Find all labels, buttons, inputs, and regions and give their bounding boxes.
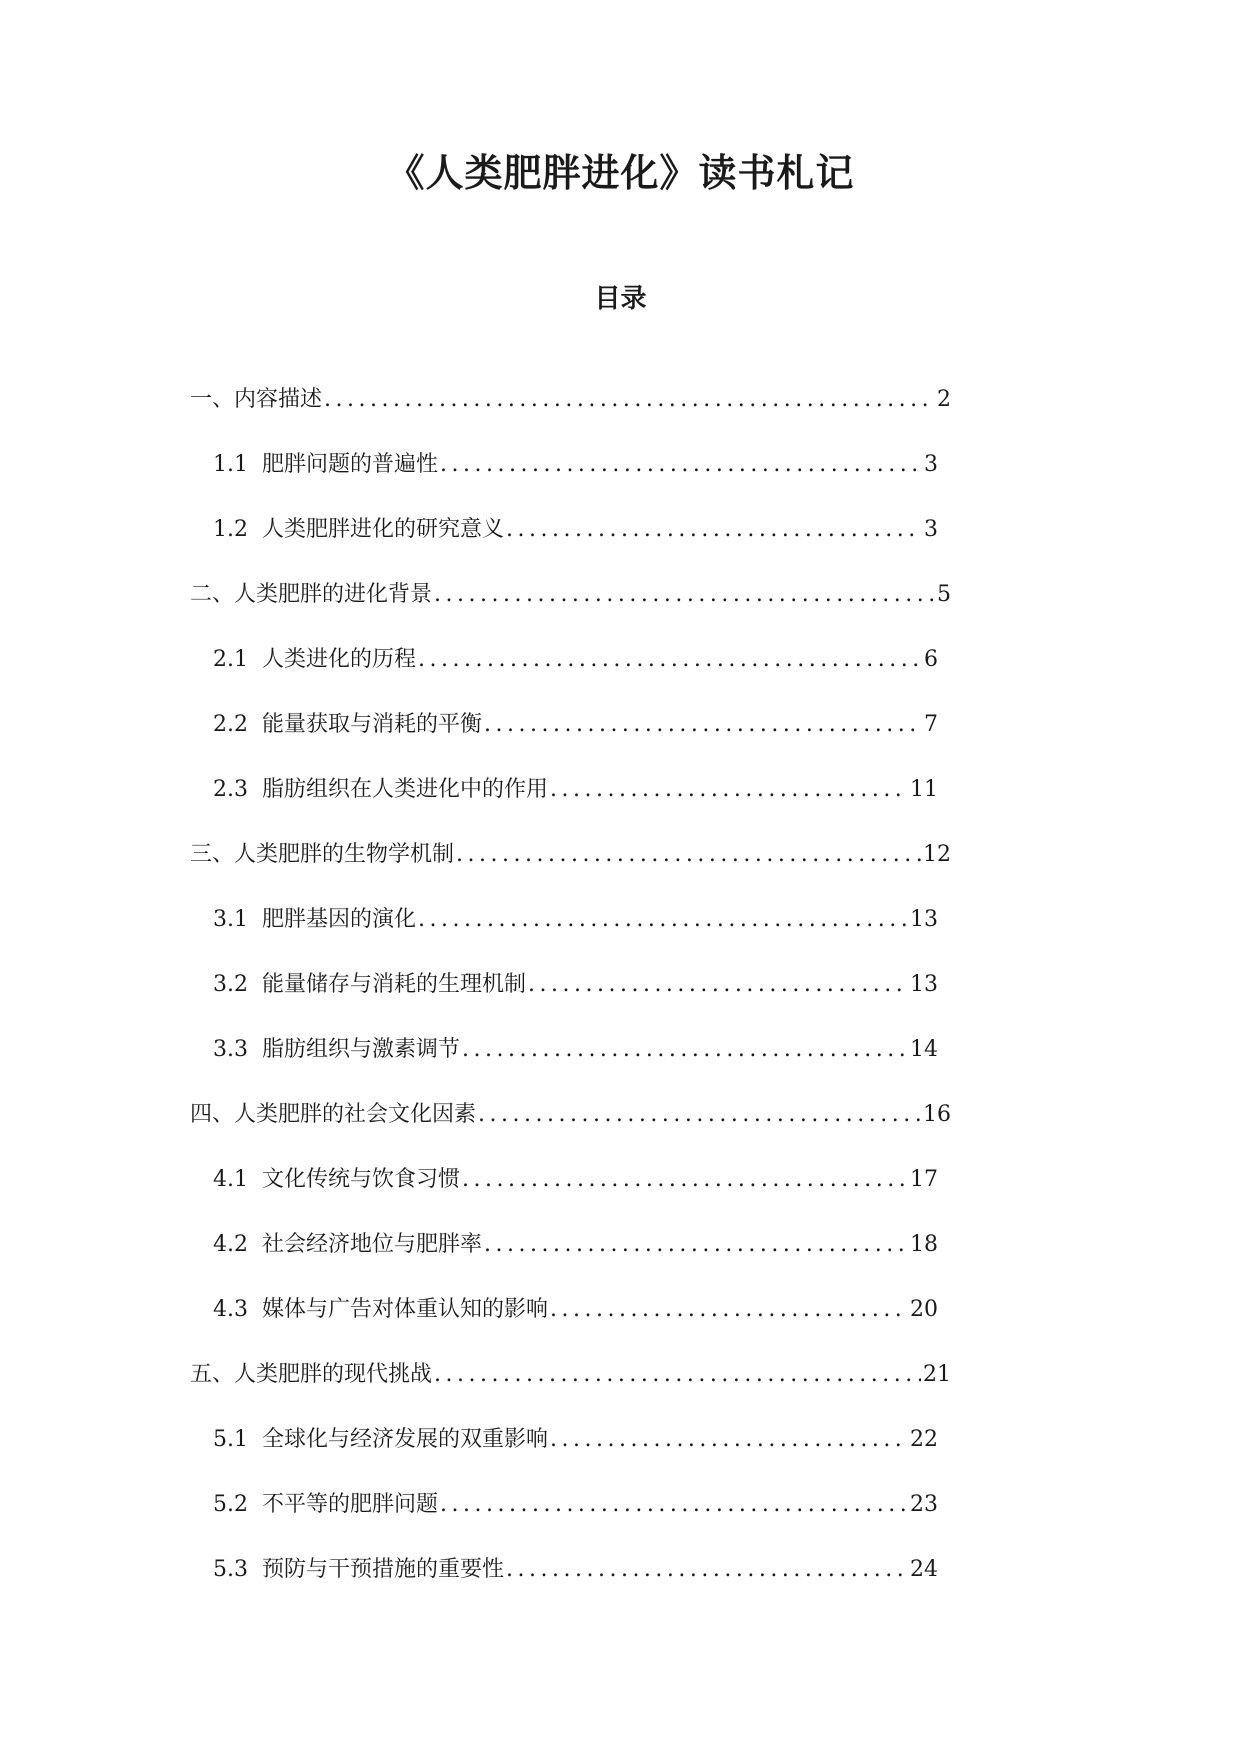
toc-dot-leader xyxy=(550,1295,908,1325)
toc-entry-page-number: 24 xyxy=(910,1557,938,1582)
toc-entry-page-number: 21 xyxy=(923,1362,951,1387)
toc-entry-number: 1.1 xyxy=(213,452,248,477)
toc-entry[interactable] xyxy=(0,1230,938,1295)
toc-entry-spacer xyxy=(248,1165,262,1195)
toc-dot-leader xyxy=(418,905,908,935)
toc-entry-title: 脂肪组织与激素调节 xyxy=(262,1037,461,1062)
toc-entry-page-number: 3 xyxy=(924,517,938,542)
toc-entry-number: 1.2 xyxy=(213,517,248,542)
toc-entry-spacer xyxy=(248,1555,262,1585)
toc-entry-title: 肥胖问题的普遍性 xyxy=(262,452,439,477)
toc-entry-number: 2.1 xyxy=(213,647,248,672)
toc-entry-number: 5.2 xyxy=(213,1492,248,1517)
toc-entry-number: 4.1 xyxy=(213,1167,248,1192)
toc-entry-title: 肥胖基因的演化 xyxy=(262,907,417,932)
toc-entry-title: 三、人类肥胖的生物学机制 xyxy=(190,842,455,867)
toc-entry[interactable] xyxy=(0,1100,951,1165)
toc-dot-leader xyxy=(418,645,922,675)
toc-entry-title: 不平等的肥胖问题 xyxy=(262,1492,439,1517)
toc-entry-title: 社会经济地位与肥胖率 xyxy=(262,1232,483,1257)
toc-entry-page-number: 13 xyxy=(910,972,938,997)
toc-entry[interactable] xyxy=(0,710,938,775)
toc-entry[interactable] xyxy=(0,1425,938,1490)
toc-entry-page-number: 22 xyxy=(910,1427,938,1452)
toc-entry-page-number: 23 xyxy=(910,1492,938,1517)
toc-entry-page-number: 18 xyxy=(910,1232,938,1257)
toc-entry[interactable] xyxy=(0,515,938,580)
toc-entry[interactable] xyxy=(0,1035,938,1100)
toc-entry[interactable] xyxy=(0,905,938,970)
toc-heading: 目录 xyxy=(594,284,647,314)
toc-entry-title: 一、内容描述 xyxy=(190,387,323,412)
toc-entry-spacer xyxy=(248,710,262,740)
toc-entry-number: 2.3 xyxy=(213,777,248,802)
toc-entry-number: 3.2 xyxy=(213,972,248,997)
toc-entry-number: 2.2 xyxy=(213,712,248,737)
toc-entry[interactable] xyxy=(0,1360,951,1425)
toc-entry-number: 4.2 xyxy=(213,1232,248,1257)
toc-entry-title: 四、人类肥胖的社会文化因素 xyxy=(190,1102,477,1127)
toc-entry[interactable] xyxy=(0,1555,938,1620)
toc-entry-spacer xyxy=(248,450,262,480)
document-title: 《人类肥胖进化》读书札记 xyxy=(386,150,855,195)
toc-entry-spacer xyxy=(248,1035,262,1065)
toc-entry[interactable] xyxy=(0,840,951,905)
toc-dot-leader xyxy=(478,1100,921,1130)
toc-dot-leader xyxy=(506,515,922,545)
toc-dot-leader xyxy=(434,580,935,610)
toc-dot-leader xyxy=(484,710,922,740)
toc-entry-page-number: 12 xyxy=(923,842,951,867)
toc-dot-leader xyxy=(550,1425,908,1455)
toc-entry-title: 五、人类肥胖的现代挑战 xyxy=(190,1362,433,1387)
toc-entry-spacer xyxy=(248,1230,262,1260)
toc-entry-spacer xyxy=(248,515,262,545)
toc-entry-page-number: 16 xyxy=(923,1102,951,1127)
toc-entry-page-number: 14 xyxy=(910,1037,938,1062)
toc-dot-leader xyxy=(462,1165,908,1195)
toc-entry-title: 人类进化的历程 xyxy=(262,647,417,672)
toc-dot-leader xyxy=(324,385,935,415)
toc-dot-leader xyxy=(440,1490,908,1520)
toc-entry-page-number: 20 xyxy=(910,1297,938,1322)
toc-entry-page-number: 17 xyxy=(910,1167,938,1192)
toc-entry-title: 脂肪组织在人类进化中的作用 xyxy=(262,777,549,802)
toc-entry-spacer xyxy=(248,1295,262,1325)
toc-entry-spacer xyxy=(248,1490,262,1520)
toc-entry-title: 预防与干预措施的重要性 xyxy=(262,1557,505,1582)
toc-entry[interactable] xyxy=(0,1165,938,1230)
toc-entry-title: 文化传统与饮食习惯 xyxy=(262,1167,461,1192)
toc-entry-page-number: 11 xyxy=(910,777,938,802)
toc-entry-spacer xyxy=(248,1425,262,1455)
toc-entry[interactable] xyxy=(0,1490,938,1555)
toc-entry-page-number: 2 xyxy=(937,387,951,412)
toc-entry-title: 媒体与广告对体重认知的影响 xyxy=(262,1297,549,1322)
toc-entry[interactable] xyxy=(0,1295,938,1360)
toc-dot-leader xyxy=(484,1230,908,1260)
toc-entry-number: 3.3 xyxy=(213,1037,248,1062)
toc-entry-title: 能量获取与消耗的平衡 xyxy=(262,712,483,737)
toc-entry[interactable] xyxy=(0,970,938,1035)
toc-entry-number: 3.1 xyxy=(213,907,248,932)
toc-entry-spacer xyxy=(248,970,262,1000)
toc-dot-leader xyxy=(506,1555,908,1585)
toc-dot-leader xyxy=(456,840,921,870)
toc-entry[interactable] xyxy=(0,385,951,450)
toc-entry-page-number: 7 xyxy=(924,712,938,737)
toc-entry-title: 人类肥胖进化的研究意义 xyxy=(262,517,505,542)
toc-dot-leader xyxy=(434,1360,921,1390)
toc-entry[interactable] xyxy=(0,775,938,840)
toc-entry[interactable] xyxy=(0,450,938,515)
toc-entry-title: 二、人类肥胖的进化背景 xyxy=(190,582,433,607)
toc-entry-page-number: 5 xyxy=(937,582,951,607)
toc-dot-leader xyxy=(528,970,908,1000)
toc-dot-leader xyxy=(440,450,922,480)
toc-entry-title: 全球化与经济发展的双重影响 xyxy=(262,1427,549,1452)
toc-entry-number: 5.3 xyxy=(213,1557,248,1582)
toc-entry-number: 5.1 xyxy=(213,1427,248,1452)
toc-entry-number: 4.3 xyxy=(213,1297,248,1322)
table-of-contents xyxy=(0,385,1241,1620)
toc-entry-page-number: 13 xyxy=(910,907,938,932)
toc-dot-leader xyxy=(550,775,908,805)
toc-entry-spacer xyxy=(248,645,262,675)
toc-entry[interactable] xyxy=(0,645,938,710)
toc-dot-leader xyxy=(462,1035,908,1065)
toc-entry[interactable] xyxy=(0,580,951,645)
toc-entry-spacer xyxy=(248,775,262,805)
toc-entry-title: 能量储存与消耗的生理机制 xyxy=(262,972,527,997)
toc-entry-page-number: 3 xyxy=(924,452,938,477)
toc-entry-spacer xyxy=(248,905,262,935)
toc-entry-page-number: 6 xyxy=(924,647,938,672)
